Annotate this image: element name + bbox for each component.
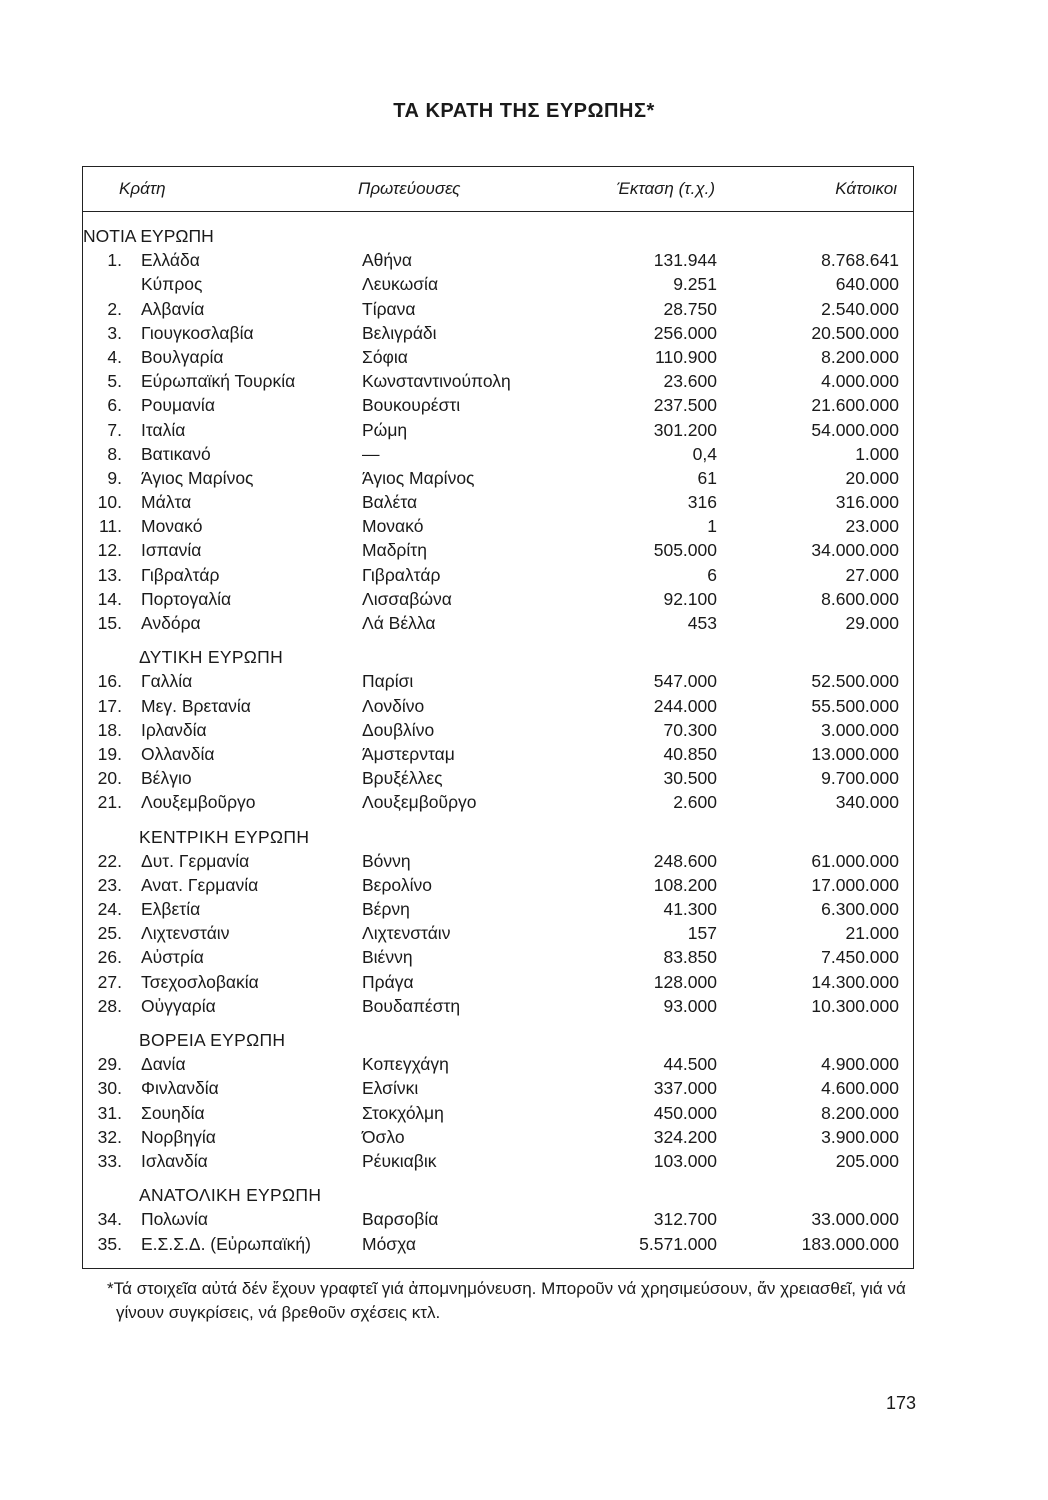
table-row [83,514,913,538]
population-value: 34.000.000 [811,540,899,561]
area-value: 23.600 [663,371,717,392]
population-value: 8.768.641 [821,250,899,271]
row-number: 31. [97,1102,122,1123]
row-number: 8. [107,443,122,464]
population-value: 14.300.000 [811,971,899,992]
row-number: 27. [97,971,122,992]
area-value: 40.850 [663,743,717,764]
row-number: 29. [97,1054,122,1075]
table-row [83,1207,913,1231]
table-row [83,970,913,994]
population-value: 340.000 [835,792,899,813]
population-value: 20.500.000 [811,322,899,343]
population-value: 20.000 [845,467,899,488]
area-value: 157 [687,923,717,944]
capital-name: Μαδρίτη [362,540,427,561]
region-heading [83,1183,913,1207]
capital-name: Βαρσοβία [362,1209,439,1230]
capital-name: Λονδίνο [362,695,425,716]
population-value: 3.000.000 [821,719,899,740]
row-number: 32. [97,1126,122,1147]
states-table [82,166,914,1269]
population-value: 8.200.000 [821,346,899,367]
capital-name: Σόφια [362,346,408,367]
area-value: 93.000 [663,995,717,1016]
area-value: 41.300 [663,899,717,920]
row-number: 14. [97,588,122,609]
capital-name: Αθήνα [362,250,413,271]
capital-name: — [362,443,380,464]
row-number: 23. [97,874,122,895]
capital-name: Κοπεγχάγη [362,1054,449,1075]
capital-name: Λουξεμβοῦργο [362,792,477,813]
population-value: 2.540.000 [821,298,899,319]
area-value: 450.000 [653,1102,717,1123]
population-value: 33.000.000 [811,1209,899,1230]
capital-name: Βιέννη [362,947,413,968]
table-row [83,921,913,945]
area-value: 131.944 [653,250,717,271]
capital-name: Λά Βέλλα [362,613,436,633]
area-value: 70.300 [663,719,717,740]
capital-name: Βόννη [362,850,411,871]
table-row [83,538,913,562]
capital-name: Βερολίνο [362,874,432,895]
row-number: 13. [97,564,122,585]
table-row [83,490,913,514]
state-name: Γιουγκοσλαβία [141,322,254,343]
state-name: Αὐστρία [141,947,204,968]
population-value: 29.000 [845,613,899,633]
row-number: 12. [97,540,122,561]
row-number: 10. [97,492,122,513]
capital-name: Βελιγράδι [362,322,437,343]
population-value: 52.500.000 [811,671,899,692]
population-value: 13.000.000 [811,743,899,764]
page-title: ΤΑ ΚΡΑΤΗ ΤΗΣ ΕΥΡΩΠΗΣ* [393,100,655,122]
table-row [83,1149,913,1173]
population-value: 23.000 [845,516,899,537]
capital-name: Μόσχα [362,1233,416,1254]
area-value: 453 [687,613,717,633]
area-value: 61 [697,467,717,488]
state-name: Δυτ. Γερμανία [141,850,250,871]
state-name: Σουηδία [141,1102,205,1123]
region-name: ΒΟΡΕΙΑ ΕΥΡΩΠΗ [139,1030,286,1050]
state-name: Τσεχοσλοβακία [141,971,259,992]
state-name: Ισλανδία [141,1150,208,1171]
population-value: 7.450.000 [821,947,899,968]
area-value: 244.000 [653,695,717,716]
population-value: 316.000 [835,492,899,513]
population-value: 640.000 [835,274,899,295]
table-row [83,466,913,490]
table-row [83,297,913,321]
row-number: 15. [97,613,122,633]
state-name: Ολλανδία [141,743,215,764]
region-heading [83,825,913,849]
state-name: Γιβραλτάρ [141,564,220,585]
area-value: 103.000 [653,1150,717,1171]
table-row [83,587,913,611]
state-name: Αλβανία [141,298,205,319]
area-value: 505.000 [653,540,717,561]
table-row [83,345,913,369]
state-name: Οὐγγαρία [141,995,216,1016]
region-name: ΚΕΝΤΡΙΚΗ ΕΥΡΩΠΗ [139,826,310,847]
region-heading [83,645,913,669]
row-number: 28. [97,995,122,1016]
area-value: 324.200 [653,1126,717,1147]
table-row [83,418,913,442]
population-value: 4.000.000 [821,371,899,392]
state-name: Άγιος Μαρίνος [141,467,254,488]
row-number: 3. [107,322,122,343]
area-value: 547.000 [653,671,717,692]
table-row [83,790,913,814]
state-name: Ανδόρα [141,613,201,633]
capital-name: Άγιος Μαρίνος [362,467,475,488]
area-value: 9.251 [673,274,717,295]
state-name: Ισπανία [141,540,202,561]
area-value: 316 [687,492,717,513]
state-name: Βατικανό [141,443,211,464]
row-number: 9. [107,467,122,488]
area-value: 108.200 [653,874,717,895]
capital-name: Μονακό [362,516,424,537]
capital-name: Πράγα [362,971,414,992]
row-number: 2. [107,298,122,319]
area-value: 2.600 [673,792,717,813]
state-name: Ελλάδα [141,250,200,271]
area-value: 6 [707,564,717,585]
table-row [83,1232,913,1256]
table-row [83,873,913,897]
state-name: Φινλανδία [141,1078,219,1099]
capital-name: Βουκουρέστι [362,395,461,416]
region-heading [83,224,913,248]
row-number: 22. [97,850,122,871]
table-row [83,611,913,635]
state-name: Ιταλία [141,419,186,440]
area-value: 5.571.000 [639,1233,717,1254]
table-row [83,248,913,272]
state-name: Μεγ. Βρετανία [141,695,251,716]
region-name: ΑΝΑΤΟΛΙΚΗ ΕΥΡΩΠΗ [139,1185,322,1206]
population-value: 205.000 [835,1150,899,1171]
state-name: Λιχτενστάιν [141,923,230,944]
row-number: 18. [97,719,122,740]
area-value: 92.100 [663,588,717,609]
state-name: Κύπρος [141,274,203,295]
population-value: 3.900.000 [821,1126,899,1147]
capital-name: Βαλέτα [362,492,418,513]
table-row [83,1101,913,1125]
header-population: Κάτοικοι [835,179,897,198]
state-name: Ανατ. Γερμανία [141,874,259,895]
state-name: Μάλτα [141,492,192,513]
table-header [83,167,913,212]
region-name: ΔΥΤΙΚΗ ΕΥΡΩΠΗ [139,647,284,668]
area-value: 248.600 [653,850,717,871]
area-value: 337.000 [653,1078,717,1099]
population-value: 9.700.000 [821,768,899,789]
capital-name: Βουδαπέστη [362,995,461,1016]
state-name: Βουλγαρία [141,346,224,367]
table-row [83,849,913,873]
table-row [83,272,913,296]
population-value: 17.000.000 [811,874,899,895]
population-value: 4.900.000 [821,1054,899,1075]
region-name: ΝΟΤΙΑ ΕΥΡΩΠΗ [83,226,214,246]
state-name: Γαλλία [141,671,193,692]
area-value: 256.000 [653,322,717,343]
capital-name: Ελσίνκι [362,1078,419,1099]
capital-name: Στοκχόλμη [362,1102,444,1123]
population-value: 8.200.000 [821,1102,899,1123]
population-value: 54.000.000 [811,419,899,440]
capital-name: Λισσαβώνα [362,588,452,609]
header-capital: Πρωτεύουσες [358,179,461,198]
area-value: 28.750 [663,298,717,319]
table-row [83,766,913,790]
row-number: 26. [97,947,122,968]
population-value: 27.000 [845,564,899,585]
population-value: 21.000 [845,923,899,944]
area-value: 128.000 [653,971,717,992]
page-number: 173 [885,1393,916,1413]
table-row [83,694,913,718]
capital-name: Λιχτενστάιν [362,923,451,944]
row-number: 35. [97,1233,122,1254]
state-name: Εύρωπαϊκή Τουρκία [141,371,296,392]
row-number: 21. [97,792,122,813]
capital-name: Ρέυκιαβικ [362,1150,437,1171]
capital-name: Όσλο [362,1126,405,1147]
table-row [83,442,913,466]
area-value: 237.500 [653,395,717,416]
state-name: Ε.Σ.Σ.Δ. (Εὐρωπαϊκή) [141,1233,311,1254]
table-row [83,718,913,742]
state-name: Πολωνία [141,1209,208,1230]
table-row [83,393,913,417]
footnote: *Τά στοιχεῖα αὐτά δέν ἔχουν γραφτεῖ γιά ἀπομνημόνευση. Μποροῦν νά χρησιμεύσουν, ἄν χρειασθεῖ, γιά νά γίνουν συγκρίσεις, νά βρεθοῦν σχέσεις κτλ. [107,1279,906,1322]
area-value: 0,4 [692,443,717,464]
capital-name: Κωνσταντινούπολη [362,371,511,392]
capital-name: Βέρνη [362,899,410,920]
area-value: 301.200 [653,419,717,440]
table-row [83,669,913,693]
population-value: 6.300.000 [821,899,899,920]
capital-name: Παρίσι [362,671,414,692]
row-number: 4. [107,346,122,367]
table-row [83,563,913,587]
population-value: 183.000.000 [801,1233,899,1254]
population-value: 4.600.000 [821,1078,899,1099]
row-number: 25. [97,923,122,944]
region-heading [83,1028,913,1052]
table-row [83,994,913,1018]
row-number: 34. [97,1209,122,1230]
state-name: Λουξεμβοῦργο [141,792,256,813]
row-number: 20. [97,768,122,789]
table-row [83,742,913,766]
table-row [83,945,913,969]
state-name: Νορβηγία [141,1126,216,1147]
table-row [83,1125,913,1149]
row-number: 16. [97,671,122,692]
capital-name: Άμστερνταμ [362,743,455,764]
state-name: Μονακό [141,516,203,537]
state-name: Δανία [141,1054,186,1075]
capital-name: Τίρανα [362,298,416,319]
area-value: 312.700 [653,1209,717,1230]
header-state: Κράτη [119,179,166,198]
row-number: 19. [97,743,122,764]
population-value: 21.600.000 [811,395,899,416]
row-number: 30. [97,1078,122,1099]
table-row [83,1076,913,1100]
row-number: 5. [107,371,122,392]
state-name: Ρουμανία [141,395,215,416]
row-number: 17. [97,695,122,716]
state-name: Ιρλανδία [141,719,207,740]
area-value: 44.500 [663,1054,717,1075]
row-number: 1. [107,250,122,271]
row-number: 7. [107,419,122,440]
population-value: 55.500.000 [811,695,899,716]
population-value: 8.600.000 [821,588,899,609]
area-value: 83.850 [663,947,717,968]
state-name: Βέλγιο [141,768,192,789]
population-value: 10.300.000 [811,995,899,1016]
row-number: 24. [97,899,122,920]
area-value: 110.900 [655,346,717,367]
area-value: 1 [707,516,717,537]
table-row [83,897,913,921]
capital-name: Γιβραλτάρ [362,564,441,585]
row-number: 33. [97,1150,122,1171]
state-name: Ελβετία [141,899,201,920]
population-value: 61.000.000 [811,850,899,871]
table-row [83,321,913,345]
capital-name: Δουβλίνο [362,719,435,740]
table-body [83,224,913,1256]
capital-name: Λευκωσία [362,274,439,295]
population-value: 1.000 [855,443,899,464]
capital-name: Βρυξέλλες [362,768,443,789]
capital-name: Ρώμη [362,419,408,440]
row-number: 6. [107,395,122,416]
table-row [83,1052,913,1076]
header-area: Έκταση (τ.χ.) [616,179,715,198]
state-name: Πορτογαλία [141,588,232,609]
table-row [83,369,913,393]
row-number: 11. [98,516,122,537]
area-value: 30.500 [663,768,717,789]
